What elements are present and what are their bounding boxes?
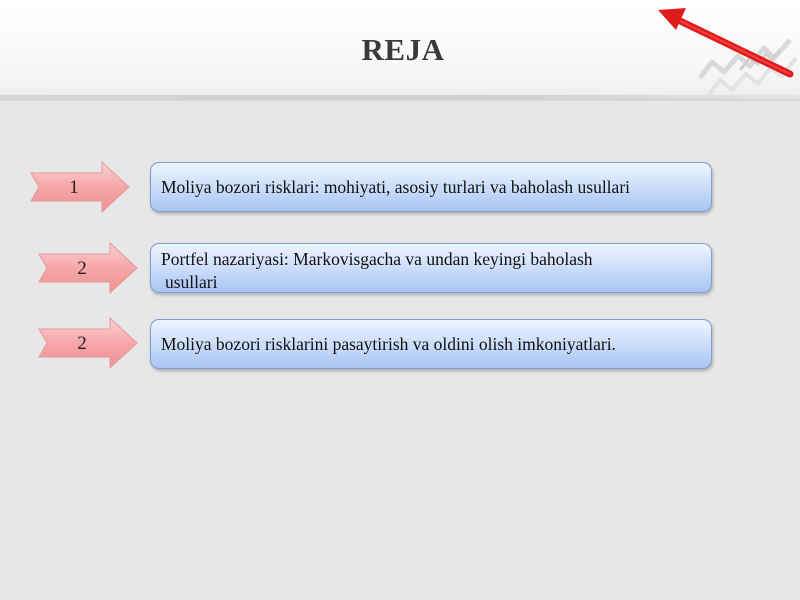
item-number: 2 [77, 333, 87, 354]
agenda-item-3 [150, 319, 712, 369]
item-number: 1 [69, 177, 79, 198]
item-number: 2 [77, 258, 87, 279]
rising-red-arrow-icon [650, 0, 800, 110]
slide-title: REJA [361, 32, 445, 67]
agenda-item-text: Moliya bozori risklari: mohiyati, asosiy turlari va baholash usullari [161, 177, 631, 197]
bullet-arrow-1 [30, 160, 130, 216]
agenda-item-text-line-2: usullari [165, 272, 218, 292]
agenda-item-text: Moliya bozori risklarini pasaytirish va oldini olish imkoniyatlari. [161, 334, 616, 354]
agenda-item-2 [150, 243, 712, 293]
agenda-item-text-line-1: Portfel nazariyasi: Markovisgacha va undan keyingi baholash [161, 249, 593, 269]
agenda-item-text [161, 248, 593, 294]
agenda-item-1 [150, 162, 712, 212]
bullet-arrow-2 [38, 241, 138, 297]
bullet-arrow-3 [38, 316, 138, 372]
